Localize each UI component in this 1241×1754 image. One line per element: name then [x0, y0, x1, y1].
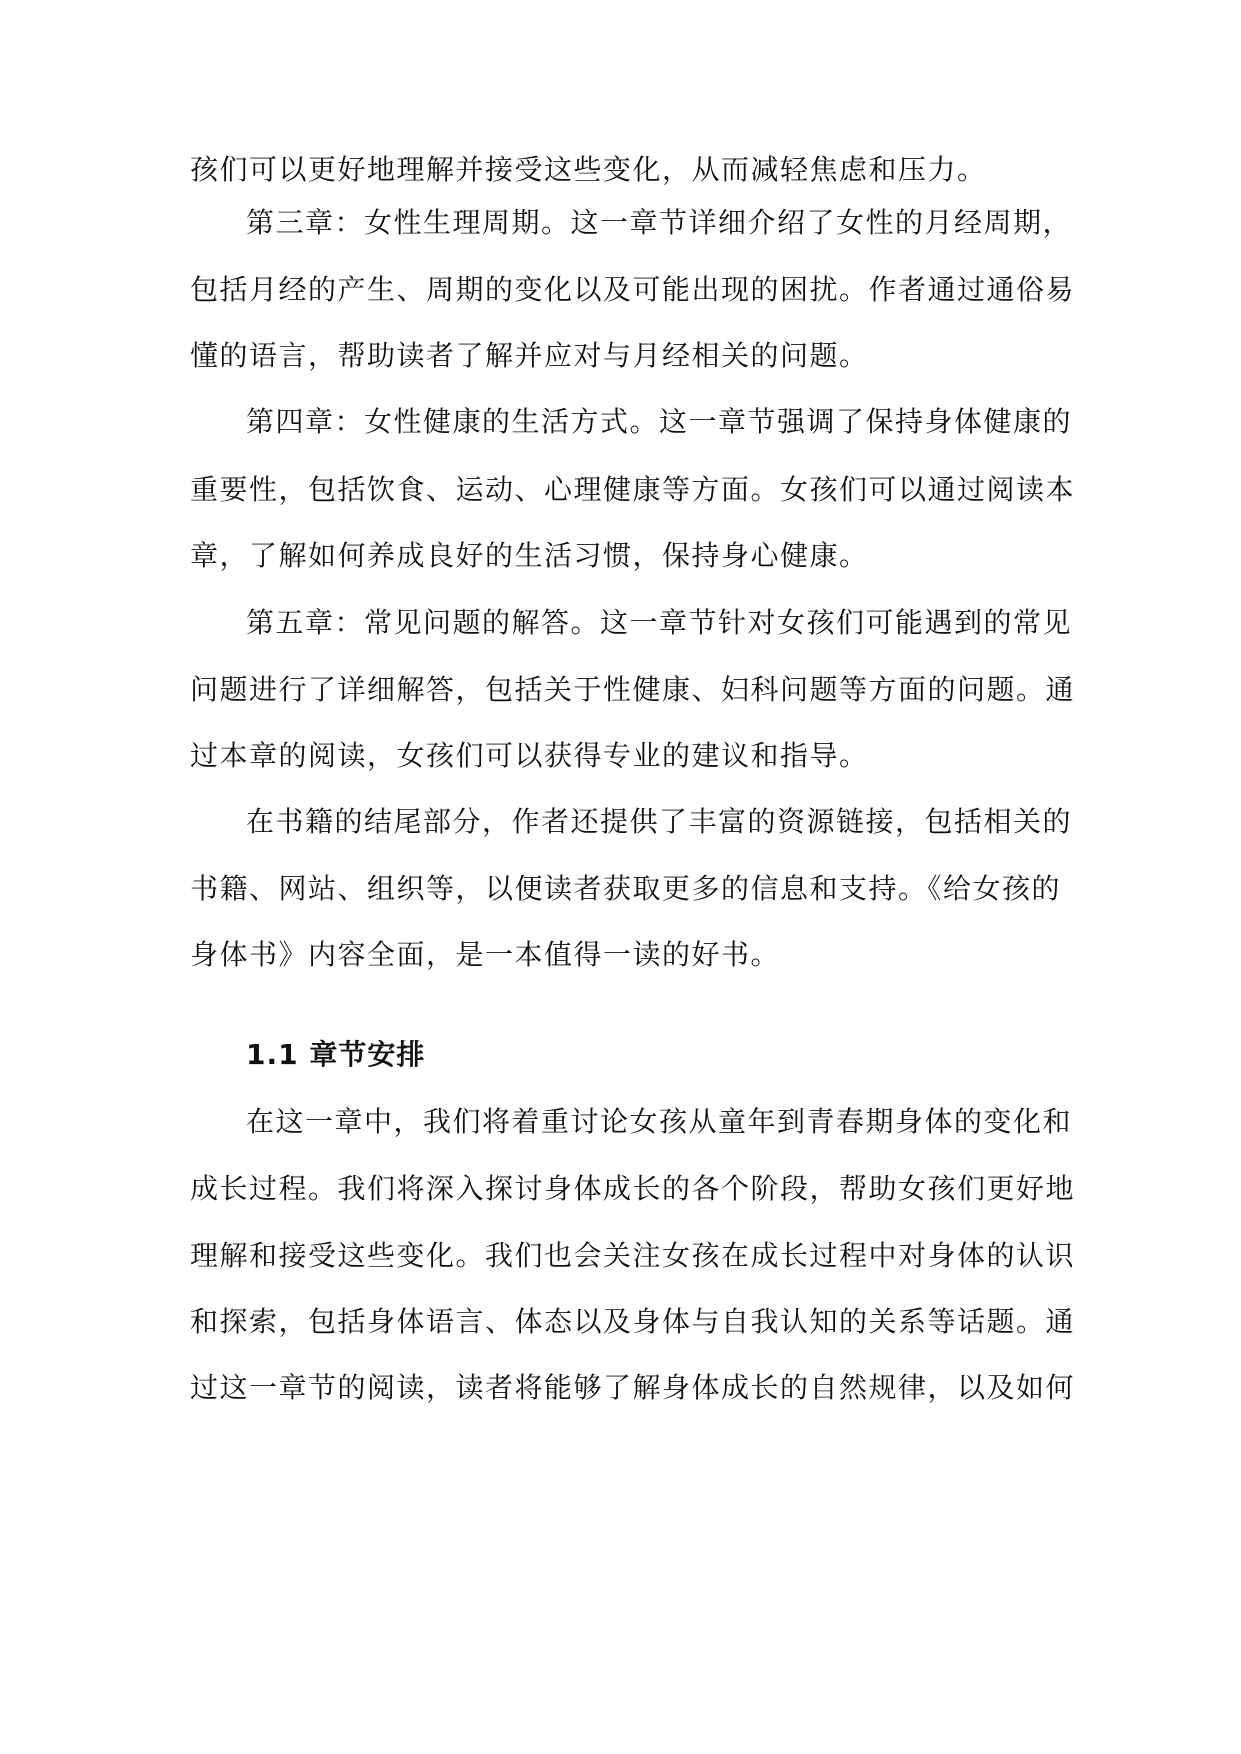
- section-paragraph-line-3: 理解和接受这些变化。我们也会关注女孩在成长过程中对身体的认识: [190, 1239, 1076, 1272]
- chapter-three-line-1: 第三章：女性生理周期。这一章节详细介绍了女性的月经周期，: [246, 206, 1073, 239]
- ending-paragraph-line-2: 书籍、网站、组织等，以便读者获取更多的信息和支持。《给女孩的: [190, 872, 1062, 905]
- section-paragraph-line-5: 过这一章节的阅读，读者将能够了解身体成长的自然规律，以及如何: [190, 1371, 1076, 1404]
- chapter-four-line-3: 章，了解如何养成良好的生活习惯，保持身心健康。: [190, 539, 869, 572]
- section-paragraph-line-1: 在这一章中，我们将着重讨论女孩从童年到青春期身体的变化和: [246, 1105, 1073, 1138]
- chapter-five-line-2: 问题进行了详细解答，包括关于性健康、妇科问题等方面的问题。通: [190, 673, 1076, 706]
- chapter-five-line-3: 过本章的阅读，女孩们可以获得专业的建议和指导。: [190, 739, 869, 772]
- section-paragraph-line-2: 成长过程。我们将深入探讨身体成长的各个阶段，帮助女孩们更好地: [190, 1172, 1076, 1205]
- ending-paragraph-line-3: 身体书》内容全面，是一本值得一读的好书。: [190, 938, 781, 971]
- ending-paragraph-line-1: 在书籍的结尾部分，作者还提供了丰富的资源链接，包括相关的: [246, 805, 1073, 838]
- chapter-five-line-1: 第五章：常见问题的解答。这一章节针对女孩们可能遇到的常见: [246, 606, 1073, 639]
- chapter-four-line-1: 第四章：女性健康的生活方式。这一章节强调了保持身体健康的: [246, 405, 1073, 438]
- chapter-four-line-2: 重要性，包括饮食、运动、心理健康等方面。女孩们可以通过阅读本: [190, 473, 1076, 506]
- chapter-three-line-3: 懂的语言，帮助读者了解并应对与月经相关的问题。: [190, 339, 869, 372]
- section-heading: 1.1 章节安排: [246, 1038, 426, 1071]
- paragraph-continuation-line: 孩们可以更好地理解并接受这些变化，从而减轻焦虑和压力。: [190, 153, 987, 186]
- chapter-three-line-2: 包括月经的产生、周期的变化以及可能出现的困扰。作者通过通俗易: [190, 273, 1076, 306]
- section-paragraph-line-4: 和探索，包括身体语言、体态以及身体与自我认知的关系等话题。通: [190, 1305, 1076, 1338]
